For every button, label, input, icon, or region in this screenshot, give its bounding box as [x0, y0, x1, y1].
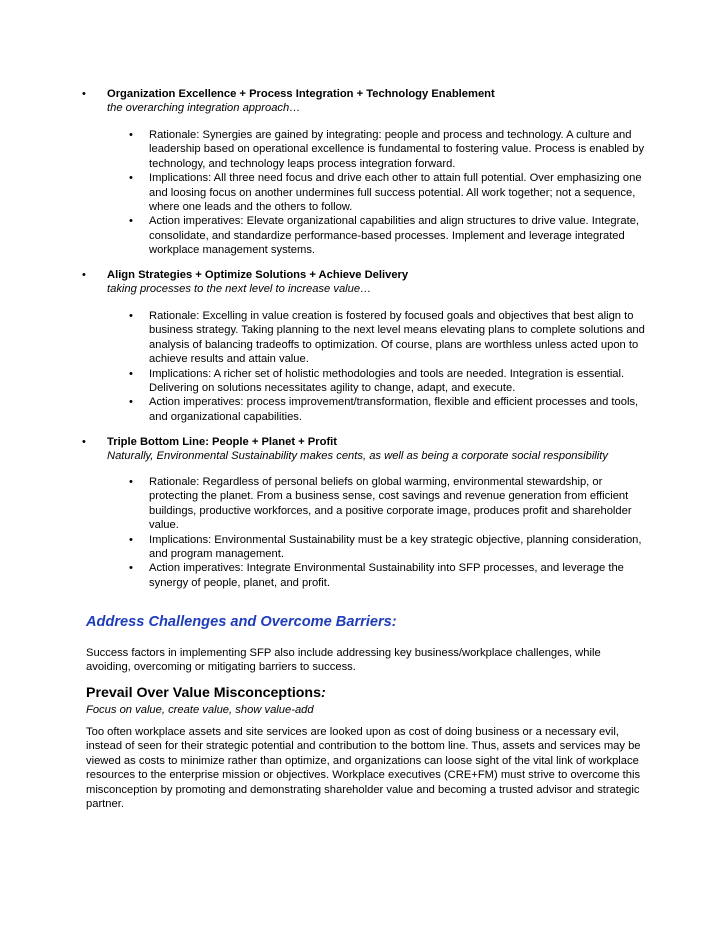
bullet-icon: •: [129, 367, 133, 380]
list-item-text: Implications: A richer set of holistic methodologies and tools are needed. Integration is essential. Delivering on solutions necessitates agility to change, adapt, and execute.: [149, 367, 625, 395]
list-item-rationale: [125, 128, 645, 171]
section-subtitle: taking processes to the next level to increase value…: [107, 283, 372, 295]
list-item-text: Implications: Environmental Sustainability must be a key strategic objective, planning consideration, and program management.: [149, 533, 642, 561]
section3-points: [125, 475, 645, 590]
list-item-text: Implications: All three need focus and drive each other to attain full potential. Over emphasizing one and loosing focus on another undermines full success potential. All work together; not a sequence, where one leads and the others to follow.: [149, 172, 642, 214]
bullet-icon: •: [82, 88, 86, 100]
bullet-icon: •: [82, 436, 86, 448]
section-subtitle: Naturally, Environmental Sustainability makes cents, as well as being a corporate social responsibility: [107, 450, 608, 462]
list-item-rationale: [125, 309, 645, 367]
bullet-icon: •: [129, 562, 133, 575]
list-item-text: Action imperatives: process improvement/transformation, flexible and efficient processes and tools, and organizational capabilities.: [149, 396, 639, 423]
bullet-icon: •: [129, 396, 133, 409]
bullet-icon: •: [129, 172, 133, 185]
challenges-paragraph: Success factors in implementing SFP also include addressing key business/workplace challenges, while avoiding, overcoming or mitigating barriers to success.: [86, 647, 601, 674]
section-title: Triple Bottom Line: People + Planet + Profit: [107, 436, 337, 448]
section-title: Align Strategies + Optimize Solutions + Achieve Delivery: [107, 269, 409, 281]
bullet-icon: •: [129, 476, 133, 488]
bullet-icon: •: [129, 215, 133, 228]
challenges-heading: Address Challenges and Overcome Barriers:: [86, 614, 397, 630]
prevail-heading-colon: :: [320, 685, 326, 701]
section-title: Organization Excellence + Process Integration + Technology Enablement: [107, 88, 495, 100]
list-item-action-imperatives: [125, 395, 645, 424]
list-item-text: Action imperatives: Integrate Environmental Sustainability into SFP processes, and leverage the synergy of people, planet, and profit.: [149, 562, 624, 589]
bullet-icon: •: [129, 533, 133, 546]
bullet-icon: •: [129, 129, 133, 141]
list-item-rationale: [125, 475, 645, 533]
prevail-tagline: Focus on value, create value, show value-add: [86, 704, 314, 716]
bullet-icon: •: [82, 269, 86, 281]
list-item-implications: [125, 171, 645, 214]
list-item-text: Rationale: Regardless of personal beliefs on global warming, environmental stewardship, or protecting the planet. From a business sense, cost savings and revenue generation from efficient buildings, productive workforces, and a positive corporate image, produces profit and shareholder value.: [149, 476, 632, 532]
prevail-heading-text: Prevail Over Value Misconceptions: [86, 685, 321, 701]
prevail-heading: [86, 686, 326, 700]
section2-points: [125, 309, 645, 424]
bullet-icon: •: [129, 310, 133, 322]
section1-points: [125, 128, 645, 258]
list-item-implications: [125, 367, 645, 396]
section-subtitle: the overarching integration approach…: [107, 102, 301, 114]
list-item-text: Action imperatives: Elevate organizational capabilities and align structures to drive value. Integrate, consolidate, and standardize performance-based processes. Implement and leverage integrated workplace management systems.: [149, 215, 640, 257]
list-item-action-imperatives: [125, 561, 645, 590]
list-item-text: Rationale: Excelling in value creation is fostered by focused goals and objectives that best align to business strategy. Taking planning to the next level means elevating plans to complete solutions and analysis of balancing tradeoffs to optimization. Of course, plans are worthless unless acted upon to achieve results and attain value.: [149, 310, 645, 366]
list-item-text: Rationale: Synergies are gained by integrating: people and process and technology. A culture and leadership based on operational excellence is fundamental to fostering value. Process is enabled by technology, and technology leaps process integration forward.: [149, 129, 645, 170]
prevail-paragraph: Too often workplace assets and site services are looked upon as cost of doing business or a necessary evil, instead of seen for their strategic potential and contribution to the bottom line. Thus, assets and services may be viewed as costs to minimize rather than optimize, and organizations can loose sight of the vital link of workplace resources to the enterprise mission or objectives. Workplace executives (CRE+FM) must strive to overcome this misconception by promoting and demonstrating shareholder value and becoming a trusted advisor and strategic partner.: [86, 726, 641, 811]
list-item-action-imperatives: [125, 214, 645, 257]
list-item-implications: [125, 533, 645, 562]
